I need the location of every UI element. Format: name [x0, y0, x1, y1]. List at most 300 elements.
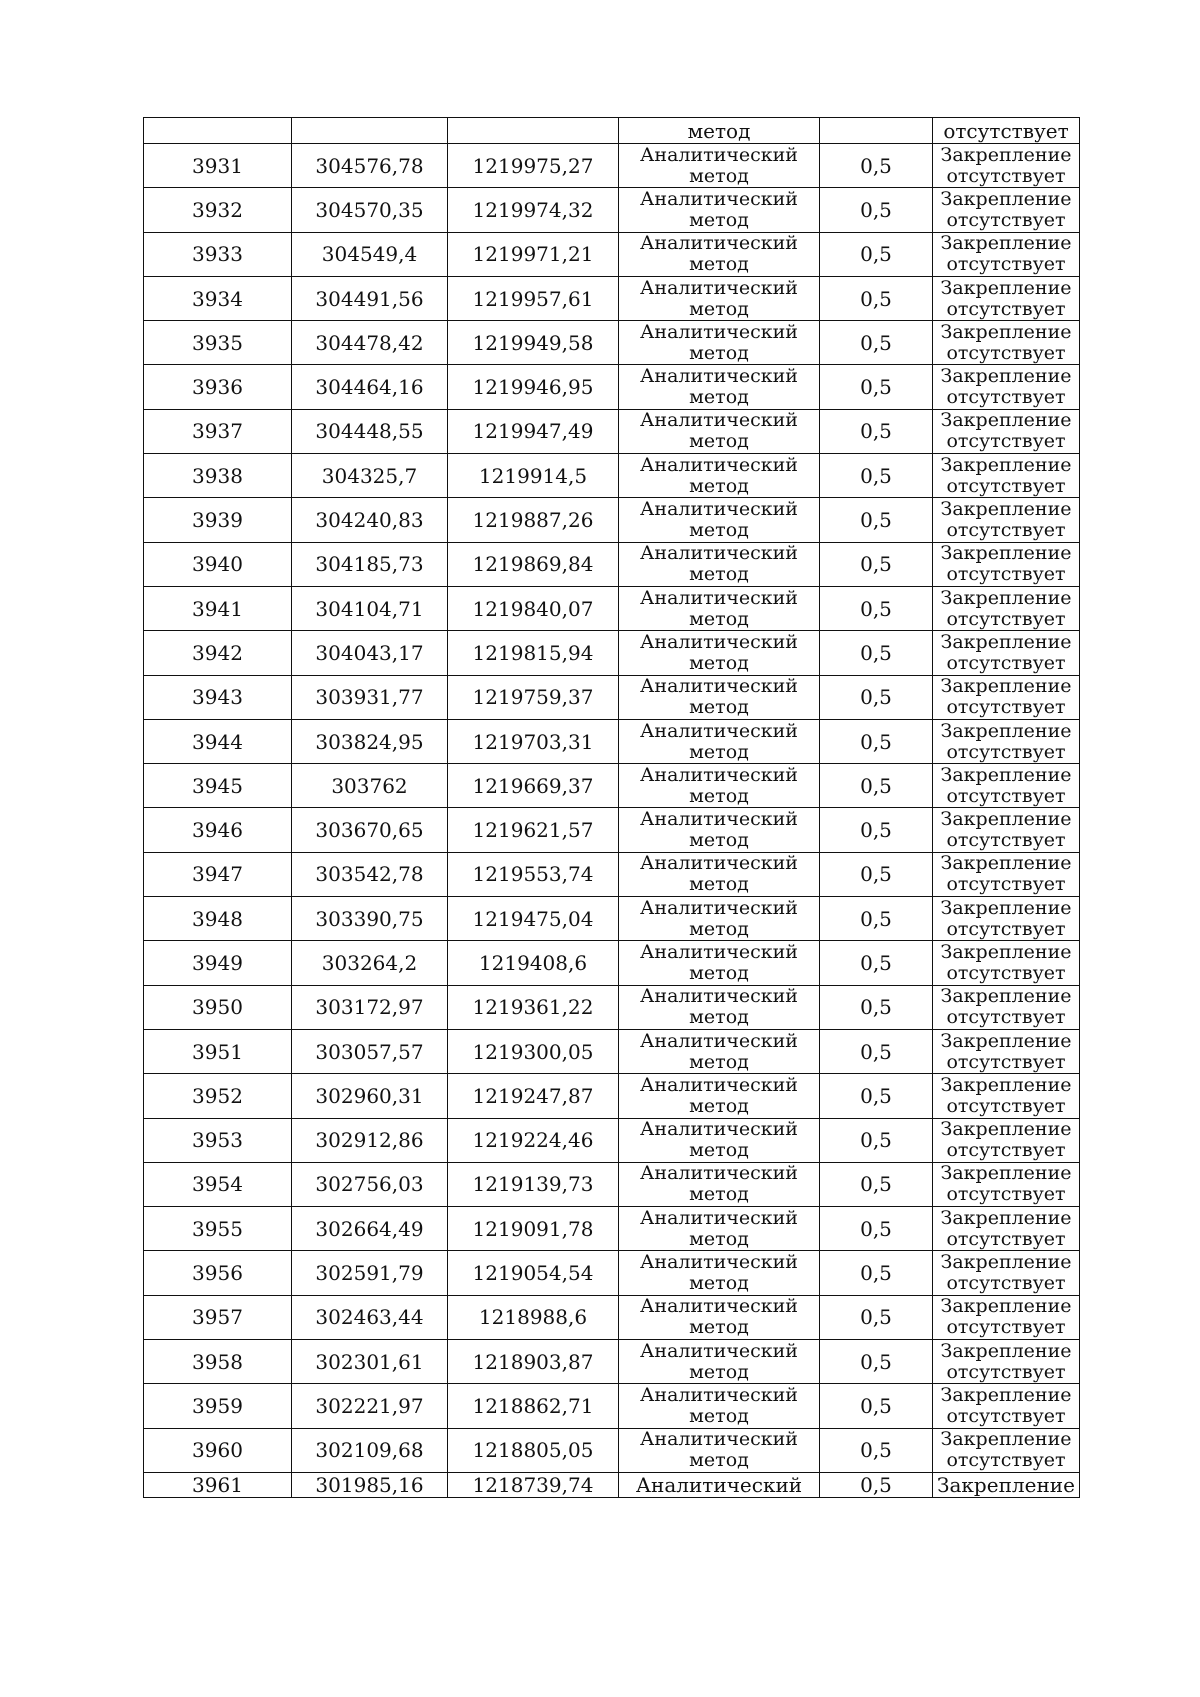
cell-fixation-line-1: Закрепление	[940, 453, 1072, 476]
cell-y: 1219139,73	[448, 1162, 619, 1206]
cell-method	[619, 232, 820, 276]
cell-method-line-2: метод	[689, 1272, 749, 1295]
cell-method-line-2: метод	[689, 873, 749, 896]
cell-fixation-line-2: отсутствует	[946, 1316, 1066, 1339]
cell-method-line-2: метод	[689, 696, 749, 719]
cell-method	[619, 365, 820, 409]
cell-x: 303172,97	[292, 985, 448, 1029]
cell-accuracy: 0,5	[820, 631, 933, 675]
cell-fixation	[933, 498, 1080, 542]
cell-method	[619, 276, 820, 320]
coordinates-table	[143, 117, 1080, 1498]
table-row	[144, 764, 1080, 808]
cell-x: 304478,42	[292, 321, 448, 365]
cell-method-line-2: метод	[689, 341, 749, 364]
cell-method-line-2: метод	[689, 519, 749, 542]
cell-fixation-line-1: Закрепление	[940, 719, 1072, 742]
cell-fixation	[933, 897, 1080, 941]
cell-method-line-1: Аналитический	[640, 409, 798, 432]
cell-method-line-1: Аналитический	[640, 808, 798, 831]
cell-x: 303762	[292, 764, 448, 808]
cell-accuracy: 0,5	[820, 1472, 933, 1497]
cell-id: 3957	[144, 1295, 292, 1339]
cell-fixation-line-2: отсутствует	[946, 1139, 1066, 1162]
cell-accuracy: 0,5	[820, 188, 933, 232]
cell-id: 3937	[144, 409, 292, 453]
cell-method-line-2: метод	[689, 1449, 749, 1472]
cell-fixation-line-2: отсутствует	[946, 651, 1066, 674]
table-row	[144, 808, 1080, 852]
table-row	[144, 1207, 1080, 1251]
cell-method	[619, 808, 820, 852]
cell-method-line-2: метод	[689, 297, 749, 320]
cell-y: 1219621,57	[448, 808, 619, 852]
cell-x: 302301,61	[292, 1340, 448, 1384]
cell-id: 3956	[144, 1251, 292, 1295]
cell-x	[292, 118, 448, 144]
cell-id: 3944	[144, 719, 292, 763]
cell-x: 302591,79	[292, 1251, 448, 1295]
cell-fixation	[933, 188, 1080, 232]
cell-fixation-line-2: отсутствует	[946, 1183, 1066, 1206]
cell-accuracy: 0,5	[820, 764, 933, 808]
cell-accuracy: 0,5	[820, 1340, 933, 1384]
cell-method-line-1: Аналитический	[640, 1295, 798, 1318]
cell-id: 3935	[144, 321, 292, 365]
cell-fixation-line-2: отсутствует	[946, 1050, 1066, 1073]
cell-method-line-2: метод	[689, 1360, 749, 1383]
cell-y: 1219475,04	[448, 897, 619, 941]
cell-id: 3958	[144, 1340, 292, 1384]
cell-y: 1219869,84	[448, 542, 619, 586]
cell-method-line-1: Аналитический	[640, 940, 798, 963]
cell-y: 1219947,49	[448, 409, 619, 453]
cell-y: 1219703,31	[448, 719, 619, 763]
cell-method	[619, 188, 820, 232]
cell-id: 3950	[144, 985, 292, 1029]
cell-fixation-line-1: Закрепление	[940, 985, 1072, 1008]
table-row	[144, 631, 1080, 675]
cell-method-line-1: Аналитический	[640, 498, 798, 521]
cell-method-line-1: Аналитический	[640, 1073, 798, 1096]
cell-fixation	[933, 941, 1080, 985]
cell-method-line-2: метод	[689, 474, 749, 497]
cell-accuracy: 0,5	[820, 1029, 933, 1073]
cell-method-line-2: метод	[689, 1183, 749, 1206]
cell-y: 1219300,05	[448, 1029, 619, 1073]
cell-fixation: Закрепление	[933, 1472, 1080, 1497]
cell-y: 1219054,54	[448, 1251, 619, 1295]
cell-method	[619, 852, 820, 896]
cell-fixation-line-1: Закрепление	[940, 763, 1072, 786]
cell-method	[619, 586, 820, 630]
cell-method-line-2: метод	[689, 253, 749, 276]
cell-fixation-line-2: отсутствует	[946, 253, 1066, 276]
cell-fixation-line-2: отсутствует	[946, 740, 1066, 763]
cell-y: 1218805,05	[448, 1428, 619, 1472]
cell-id: 3948	[144, 897, 292, 941]
cell-id: 3938	[144, 454, 292, 498]
cell-y: 1219224,46	[448, 1118, 619, 1162]
cell-fixation-line-2: отсутствует	[946, 1272, 1066, 1295]
cell-method-line-2: метод	[689, 961, 749, 984]
cell-fixation-line-2: отсутствует	[946, 873, 1066, 896]
cell-fixation-line-1: Закрепление	[940, 896, 1072, 919]
cell-method-line-1: Аналитический	[640, 453, 798, 476]
cell-fixation	[933, 1118, 1080, 1162]
cell-accuracy: 0,5	[820, 808, 933, 852]
cell-x: 304448,55	[292, 409, 448, 453]
cell-fixation-line-2: отсутствует	[946, 519, 1066, 542]
cell-id: 3952	[144, 1074, 292, 1118]
table-row	[144, 1074, 1080, 1118]
cell-method-line-1: Аналитический	[640, 365, 798, 388]
cell-method-line-2: метод	[689, 1094, 749, 1117]
cell-id: 3960	[144, 1428, 292, 1472]
cell-method	[619, 985, 820, 1029]
cell-id: 3961	[144, 1472, 292, 1497]
cell-id: 3953	[144, 1118, 292, 1162]
cell-fixation-line-2: отсутствует	[946, 607, 1066, 630]
cell-method: Аналитический	[619, 1472, 820, 1497]
cell-fixation-line-2: отсутствует	[946, 1404, 1066, 1427]
table-row	[144, 232, 1080, 276]
cell-fixation-line-1: Закрепление	[940, 365, 1072, 388]
cell-method-line-2: метод	[689, 1316, 749, 1339]
cell-accuracy: 0,5	[820, 985, 933, 1029]
cell-method-line-2: метод	[689, 917, 749, 940]
table-row-continued	[144, 118, 1080, 144]
cell-x: 303390,75	[292, 897, 448, 941]
cell-fixation-line-1: Закрепление	[940, 852, 1072, 875]
cell-method	[619, 941, 820, 985]
table-row	[144, 1428, 1080, 1472]
cell-x: 302912,86	[292, 1118, 448, 1162]
cell-x: 303264,2	[292, 941, 448, 985]
cell-fixation	[933, 852, 1080, 896]
cell-y: 1219669,37	[448, 764, 619, 808]
cell-method-line-1: Аналитический	[640, 630, 798, 653]
cell-method	[619, 1207, 820, 1251]
cell-method-line-1: Аналитический	[640, 187, 798, 210]
cell-accuracy: 0,5	[820, 232, 933, 276]
cell-y: 1219946,95	[448, 365, 619, 409]
cell-x: 304185,73	[292, 542, 448, 586]
cell-accuracy: 0,5	[820, 586, 933, 630]
table-row	[144, 144, 1080, 188]
cell-fixation-line-1: Закрепление	[940, 630, 1072, 653]
cell-method	[619, 1029, 820, 1073]
cell-fixation	[933, 586, 1080, 630]
cell-id: 3943	[144, 675, 292, 719]
table-row	[144, 1118, 1080, 1162]
cell-y: 1219815,94	[448, 631, 619, 675]
table-row	[144, 1251, 1080, 1295]
cell-fixation	[933, 409, 1080, 453]
cell-fixation-line-2: отсутствует	[946, 164, 1066, 187]
cell-method-line-1: Аналитический	[640, 675, 798, 698]
cell-fixation-line-2: отсутствует	[946, 784, 1066, 807]
cell-method	[619, 1428, 820, 1472]
cell-x: 304491,56	[292, 276, 448, 320]
cell-accuracy: 0,5	[820, 1118, 933, 1162]
cell-x: 304576,78	[292, 144, 448, 188]
cell-fixation	[933, 1029, 1080, 1073]
cell-method-line-1: Аналитический	[640, 586, 798, 609]
cell-y: 1219759,37	[448, 675, 619, 719]
table-row	[144, 454, 1080, 498]
cell-id: 3934	[144, 276, 292, 320]
cell-accuracy: 0,5	[820, 1384, 933, 1428]
cell-method-line-1: Аналитический	[640, 1118, 798, 1141]
cell-id: 3951	[144, 1029, 292, 1073]
cell-x: 304240,83	[292, 498, 448, 542]
cell-method-line-1: Аналитический	[640, 1428, 798, 1451]
cell-id: 3931	[144, 144, 292, 188]
cell-method	[619, 454, 820, 498]
cell-id: 3932	[144, 188, 292, 232]
cell-y: 1219914,5	[448, 454, 619, 498]
cell-fixation	[933, 764, 1080, 808]
cell-x: 303057,57	[292, 1029, 448, 1073]
cell-method	[619, 897, 820, 941]
cell-method	[619, 1251, 820, 1295]
cell-method	[619, 1384, 820, 1428]
table-row	[144, 1162, 1080, 1206]
cell-y: 1218903,87	[448, 1340, 619, 1384]
cell-method: метод	[619, 118, 820, 144]
cell-x: 303542,78	[292, 852, 448, 896]
table-row	[144, 1295, 1080, 1339]
cell-accuracy: 0,5	[820, 897, 933, 941]
cell-fixation-line-2: отсутствует	[946, 961, 1066, 984]
cell-x: 302664,49	[292, 1207, 448, 1251]
cell-fixation	[933, 232, 1080, 276]
cell-accuracy: 0,5	[820, 1295, 933, 1339]
cell-method-line-1: Аналитический	[640, 1206, 798, 1229]
cell-fixation	[933, 321, 1080, 365]
cell-fixation	[933, 365, 1080, 409]
table-row	[144, 586, 1080, 630]
cell-y	[448, 118, 619, 144]
cell-id: 3936	[144, 365, 292, 409]
cell-method-line-2: метод	[689, 208, 749, 231]
cell-accuracy: 0,5	[820, 498, 933, 542]
cell-fixation-line-2: отсутствует	[946, 1006, 1066, 1029]
cell-method-line-2: метод	[689, 1227, 749, 1250]
cell-y: 1219408,6	[448, 941, 619, 985]
cell-method-line-1: Аналитический	[640, 320, 798, 343]
cell-method	[619, 1074, 820, 1118]
cell-method-line-1: Аналитический	[640, 985, 798, 1008]
cell-fixation-line-1: Закрепление	[940, 276, 1072, 299]
cell-fixation-line-2: отсутствует	[946, 829, 1066, 852]
cell-method-line-2: метод	[689, 1006, 749, 1029]
cell-fixation-line-1: Закрепление	[940, 409, 1072, 432]
cell-method-line-2: метод	[689, 740, 749, 763]
cell-fixation-line-1: Закрепление	[940, 232, 1072, 255]
table-row-last	[144, 1472, 1080, 1497]
cell-id	[144, 118, 292, 144]
cell-fixation	[933, 144, 1080, 188]
cell-fixation-line-2: отсутствует	[946, 1360, 1066, 1383]
cell-method-line-1: Аналитический	[640, 763, 798, 786]
table-body	[144, 118, 1080, 1498]
cell-fixation-line-1: Закрепление	[940, 586, 1072, 609]
cell-y: 1219971,21	[448, 232, 619, 276]
cell-fixation-line-1: Закрепление	[940, 1073, 1072, 1096]
cell-method-line-1: Аналитический	[640, 719, 798, 742]
cell-fixation	[933, 1074, 1080, 1118]
cell-y: 1218739,74	[448, 1472, 619, 1497]
cell-method-line-2: метод	[689, 651, 749, 674]
cell-x: 301985,16	[292, 1472, 448, 1497]
cell-fixation	[933, 1251, 1080, 1295]
table-row	[144, 675, 1080, 719]
cell-fixation-line-1: Закрепление	[940, 1206, 1072, 1229]
cell-accuracy: 0,5	[820, 454, 933, 498]
cell-y: 1218988,6	[448, 1295, 619, 1339]
cell-fixation-line-1: Закрепление	[940, 1118, 1072, 1141]
cell-y: 1219887,26	[448, 498, 619, 542]
table-row	[144, 941, 1080, 985]
cell-method	[619, 719, 820, 763]
cell-x: 303931,77	[292, 675, 448, 719]
cell-id: 3939	[144, 498, 292, 542]
cell-accuracy: 0,5	[820, 1207, 933, 1251]
cell-accuracy: 0,5	[820, 852, 933, 896]
cell-fixation-line-2: отсутствует	[946, 474, 1066, 497]
cell-fixation-line-1: Закрепление	[940, 1428, 1072, 1451]
table-row	[144, 276, 1080, 320]
cell-fixation-line-1: Закрепление	[940, 1029, 1072, 1052]
cell-method-line-1: Аналитический	[640, 143, 798, 166]
cell-y: 1219361,22	[448, 985, 619, 1029]
cell-accuracy: 0,5	[820, 542, 933, 586]
cell-accuracy: 0,5	[820, 321, 933, 365]
cell-fixation	[933, 454, 1080, 498]
table-row	[144, 498, 1080, 542]
cell-method-line-1: Аналитический	[640, 1383, 798, 1406]
cell-accuracy: 0,5	[820, 276, 933, 320]
cell-fixation-line-1: Закрепление	[940, 187, 1072, 210]
cell-method-line-2: метод	[689, 1404, 749, 1427]
cell-fixation	[933, 675, 1080, 719]
cell-accuracy: 0,5	[820, 675, 933, 719]
cell-fixation-line-2: отсутствует	[946, 341, 1066, 364]
cell-accuracy: 0,5	[820, 719, 933, 763]
cell-x: 302109,68	[292, 1428, 448, 1472]
cell-fixation-line-2: отсутствует	[946, 1227, 1066, 1250]
cell-fixation-line-1: Закрепление	[940, 542, 1072, 565]
cell-id: 3933	[144, 232, 292, 276]
cell-x: 304043,17	[292, 631, 448, 675]
cell-id: 3959	[144, 1384, 292, 1428]
cell-method	[619, 764, 820, 808]
cell-y: 1219091,78	[448, 1207, 619, 1251]
cell-method	[619, 1340, 820, 1384]
cell-fixation-line-2: отсутствует	[946, 208, 1066, 231]
cell-fixation-line-1: Закрепление	[940, 1162, 1072, 1185]
cell-y: 1219840,07	[448, 586, 619, 630]
cell-x: 303670,65	[292, 808, 448, 852]
cell-accuracy: 0,5	[820, 941, 933, 985]
cell-fixation: отсутствует	[933, 118, 1080, 144]
cell-fixation-line-1: Закрепление	[940, 1251, 1072, 1274]
cell-y: 1219974,32	[448, 188, 619, 232]
cell-method-line-1: Аналитический	[640, 1339, 798, 1362]
cell-fixation-line-1: Закрепление	[940, 1339, 1072, 1362]
cell-x: 304104,71	[292, 586, 448, 630]
cell-accuracy: 0,5	[820, 144, 933, 188]
cell-fixation	[933, 1428, 1080, 1472]
cell-fixation-line-2: отсутствует	[946, 297, 1066, 320]
cell-fixation	[933, 1162, 1080, 1206]
cell-fixation-line-1: Закрепление	[940, 940, 1072, 963]
cell-y: 1219975,27	[448, 144, 619, 188]
cell-fixation-line-2: отсутствует	[946, 563, 1066, 586]
cell-fixation-line-1: Закрепление	[940, 675, 1072, 698]
cell-method-line-1: Аналитический	[640, 896, 798, 919]
table-row	[144, 1384, 1080, 1428]
cell-method	[619, 498, 820, 542]
cell-y: 1218862,71	[448, 1384, 619, 1428]
cell-method	[619, 1295, 820, 1339]
cell-method-line-1: Аналитический	[640, 1029, 798, 1052]
cell-x: 304570,35	[292, 188, 448, 232]
cell-fixation-line-1: Закрепление	[940, 1295, 1072, 1318]
cell-fixation-line-2: отсутствует	[946, 1449, 1066, 1472]
cell-method-line-2: метод	[689, 1050, 749, 1073]
cell-id: 3947	[144, 852, 292, 896]
cell-method-line-1: Аналитический	[640, 1162, 798, 1185]
table-row	[144, 321, 1080, 365]
table-row	[144, 719, 1080, 763]
cell-x: 302756,03	[292, 1162, 448, 1206]
cell-accuracy: 0,5	[820, 1428, 933, 1472]
cell-method	[619, 409, 820, 453]
cell-id: 3941	[144, 586, 292, 630]
table-row	[144, 409, 1080, 453]
table-row	[144, 188, 1080, 232]
table-row	[144, 365, 1080, 409]
table-row	[144, 985, 1080, 1029]
cell-method-line-1: Аналитический	[640, 542, 798, 565]
cell-method	[619, 675, 820, 719]
table-row	[144, 1029, 1080, 1073]
cell-method	[619, 542, 820, 586]
cell-fixation	[933, 276, 1080, 320]
cell-fixation-line-2: отсутствует	[946, 917, 1066, 940]
cell-accuracy: 0,5	[820, 1251, 933, 1295]
cell-x: 302960,31	[292, 1074, 448, 1118]
cell-fixation	[933, 1295, 1080, 1339]
cell-y: 1219957,61	[448, 276, 619, 320]
cell-accuracy: 0,5	[820, 1162, 933, 1206]
cell-method	[619, 631, 820, 675]
table-row	[144, 542, 1080, 586]
cell-fixation-line-1: Закрепление	[940, 1383, 1072, 1406]
cell-fixation	[933, 1340, 1080, 1384]
cell-method-line-2: метод	[689, 784, 749, 807]
cell-method-line-1: Аналитический	[640, 1251, 798, 1274]
cell-method-line-2: метод	[689, 607, 749, 630]
cell-x: 302463,44	[292, 1295, 448, 1339]
cell-x: 302221,97	[292, 1384, 448, 1428]
cell-id: 3955	[144, 1207, 292, 1251]
cell-accuracy: 0,5	[820, 409, 933, 453]
cell-fixation	[933, 719, 1080, 763]
